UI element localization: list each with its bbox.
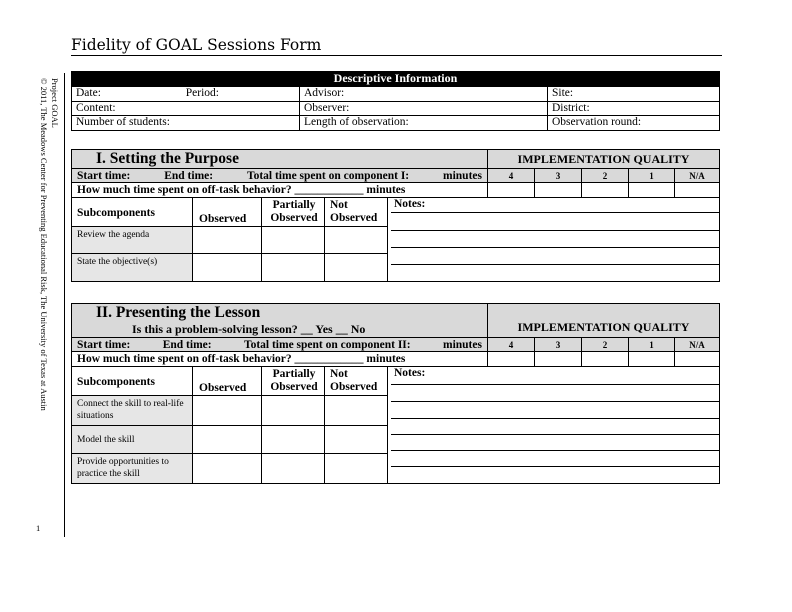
end-time-label: End time: [162,338,212,351]
partially-label [267,368,321,394]
observer-field[interactable]: Observer: [300,101,548,116]
descriptive-table [71,86,720,131]
quality-2[interactable]: 2 [582,338,629,352]
title-rule [71,55,722,56]
rating-box-4[interactable] [488,352,535,367]
observed-label: Observed [199,213,247,225]
connect-partially-box[interactable] [262,396,325,426]
partially-label [267,199,321,225]
rating-box-1[interactable] [629,352,675,367]
section1-quality-header: IMPLEMENTATION QUALITY [488,150,719,169]
subcomponent-state-objectives: State the objective(s) [72,254,193,281]
not-line1: Not [330,368,348,380]
notes-line[interactable] [391,418,719,419]
site-field[interactable]: Site: [548,87,720,102]
rating-box-2[interactable] [582,352,629,367]
section2-time-row [72,338,719,352]
section2-header [72,304,488,338]
not-observed-label [330,368,377,394]
section1-time-row [72,169,719,183]
quality-3[interactable]: 3 [535,338,582,352]
rating-box-na[interactable] [675,352,719,367]
content-field[interactable]: Content: [72,101,300,116]
period-label: Period: [185,87,220,100]
quality-1[interactable]: 1 [629,338,675,352]
not-observed-label [330,199,377,225]
observed-label: Observed [199,382,247,394]
not-line2: Observed [330,381,378,393]
district-field[interactable]: District: [548,101,720,116]
subcomponents-label: Subcomponents [77,376,155,388]
notes-line[interactable] [391,230,719,231]
partially-line1: Partially [272,368,316,380]
section1-header [72,150,488,169]
descriptive-information [71,71,720,131]
length-field[interactable]: Length of observation: [300,116,548,131]
notes-line[interactable] [391,264,719,265]
partially-line2: Observed [270,212,318,224]
practice-not-box[interactable] [325,454,388,483]
connect-observed-box[interactable] [193,396,262,426]
minutes-label: minutes [442,338,482,351]
quality-na[interactable]: N/A [675,338,719,352]
model-not-box[interactable] [325,426,388,454]
state-observed-box[interactable] [193,254,262,281]
quality-3[interactable]: 3 [535,169,582,183]
section1-title: I. Setting the Purpose [96,150,239,167]
sidebar-project: Project GOAL [50,78,60,128]
subcomponent-connect-skill: Connect the skill to real-life situations [72,396,193,426]
page-title: Fidelity of GOAL Sessions Form [71,36,322,54]
rating-box-3[interactable] [535,352,582,367]
review-observed-box[interactable] [193,227,262,254]
review-partially-box[interactable] [262,227,325,254]
sidebar-copyright: © 2011, The Meadows Center for Preventing Educational Risk, The University of Texas at Austin [39,78,49,411]
notes-label: Notes: [394,367,426,379]
partially-line2: Observed [270,381,318,393]
page-number: 1 [36,523,41,533]
section1-time-cell[interactable] [72,169,488,183]
sidebar [36,78,60,538]
notes-line[interactable] [391,450,719,451]
rating-box-na[interactable] [675,183,719,198]
notes-line[interactable] [391,434,719,435]
total-time-label: Total time spent on component II: [243,338,411,351]
notes-line[interactable] [391,247,719,248]
minutes-label: minutes [443,169,482,182]
state-not-box[interactable] [325,254,388,281]
notes-line[interactable] [391,212,719,213]
quality-1[interactable]: 1 [629,169,675,183]
subcomponent-review-agenda: Review the agenda [72,227,193,254]
notes-line[interactable] [391,401,719,402]
section2-offtask-row [72,352,719,367]
sidebar-text [36,78,60,538]
advisor-field[interactable]: Advisor: [300,87,548,102]
notes-line[interactable] [391,466,719,467]
problem-solving-question[interactable]: Is this a problem-solving lesson? __ Yes __ No [132,322,366,336]
end-time-label: End time: [164,169,214,182]
section2-title: II. Presenting the Lesson [96,304,261,321]
section1-offtask[interactable]: How much time spent on off-task behavior? ____________ minutes [72,183,488,198]
section-setting-purpose [71,149,720,282]
rating-box-3[interactable] [535,183,582,198]
section2-offtask[interactable]: How much time spent on off-task behavior? ____________ minutes [72,352,488,367]
review-not-box[interactable] [325,227,388,254]
quality-4[interactable]: 4 [488,169,535,183]
rating-box-2[interactable] [582,183,629,198]
quality-4[interactable]: 4 [488,338,535,352]
sidebar-rule [64,73,65,537]
date-label: Date: [76,87,101,100]
students-field[interactable]: Number of students: [72,116,300,131]
start-time-label: Start time: [77,338,131,351]
notes-label: Notes: [394,198,426,210]
partially-line1: Partially [272,199,316,211]
state-partially-box[interactable] [262,254,325,281]
not-line1: Not [330,199,348,211]
connect-not-box[interactable] [325,396,388,426]
subcomponent-model-skill: Model the skill [72,426,193,454]
rating-box-4[interactable] [488,183,535,198]
model-observed-box[interactable] [193,426,262,454]
quality-na[interactable]: N/A [675,169,719,183]
round-field[interactable]: Observation round: [548,116,720,131]
model-partially-box[interactable] [262,426,325,454]
date-period-field[interactable] [72,87,300,102]
notes-line[interactable] [391,384,719,385]
quality-2[interactable]: 2 [582,169,629,183]
section1-offtask-row [72,183,719,198]
section2-time-cell[interactable] [72,338,488,352]
total-time-label: Total time spent on component I: [246,169,410,182]
descriptive-header: Descriptive Information [71,71,720,86]
start-time-label: Start time: [77,169,131,182]
section2-quality-header: IMPLEMENTATION QUALITY [488,304,719,338]
practice-observed-box[interactable] [193,454,262,483]
subcomponent-practice-skill: Provide opportunities to practice the skill [72,454,193,483]
section-presenting-lesson [71,303,720,484]
not-line2: Observed [330,212,378,224]
rating-box-1[interactable] [629,183,675,198]
practice-partially-box[interactable] [262,454,325,483]
subcomponents-label: Subcomponents [77,207,155,219]
